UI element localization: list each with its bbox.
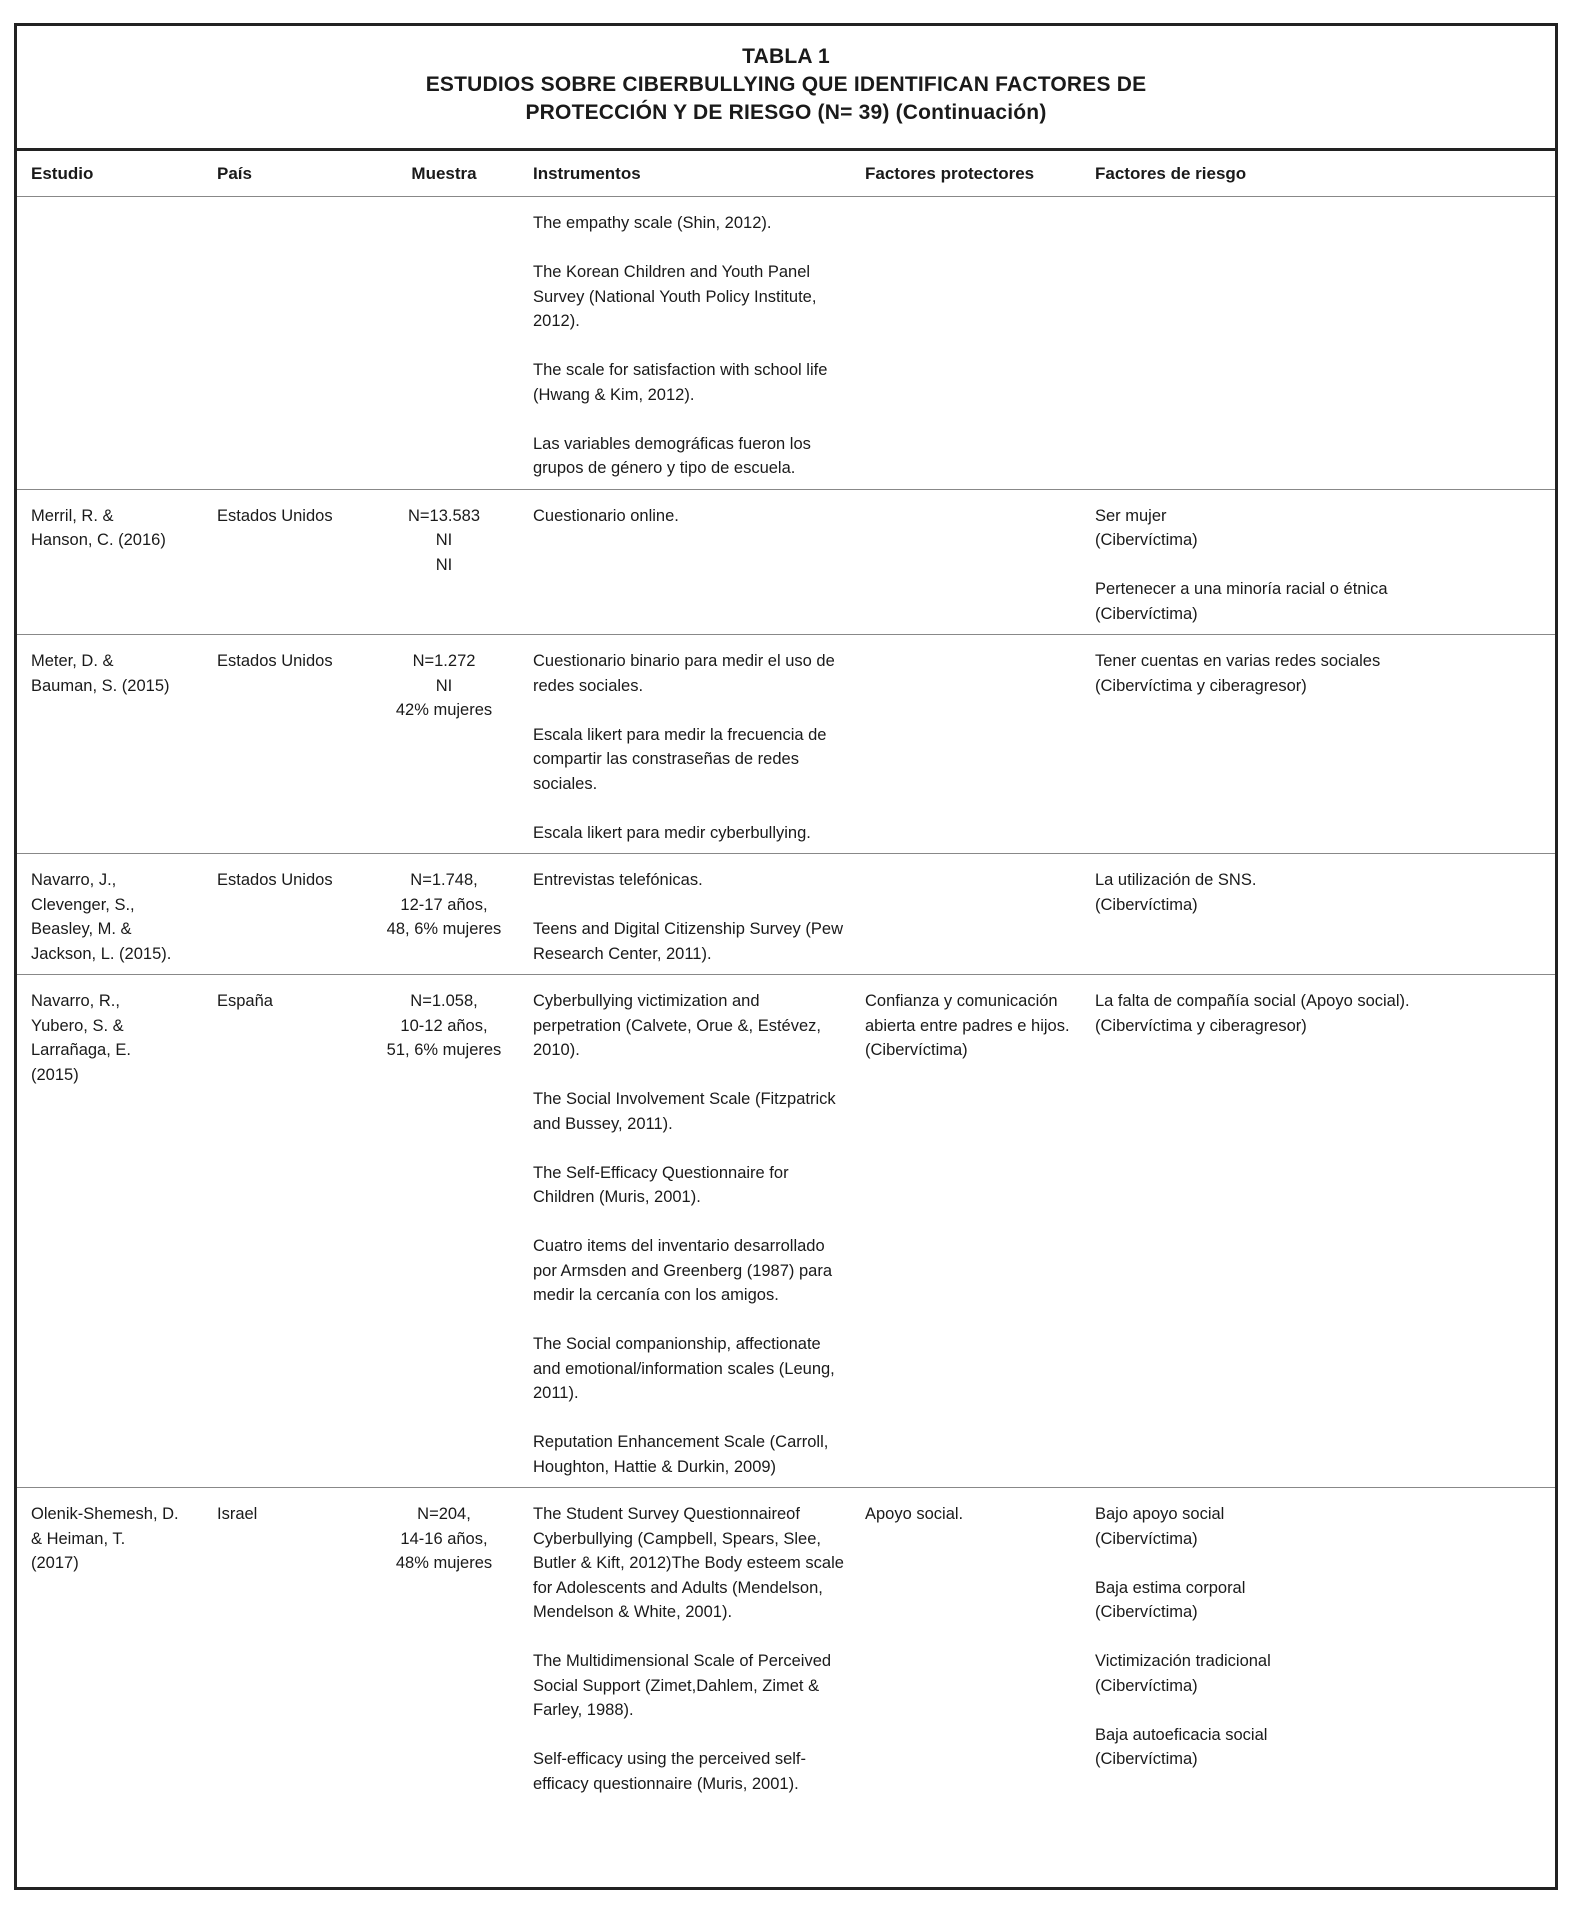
cell-riesgo-paragraph: Victimización tradicional (Cibervíctima) xyxy=(1095,1652,1271,1695)
table-title-block xyxy=(17,26,1555,151)
table-title-line-2 xyxy=(17,99,1555,127)
cell-muestra-line: NI xyxy=(435,555,453,574)
cell-instrumentos-paragraph: Reputation Enhancement Scale (Carroll, Houghton, Hattie & Durkin, 2009) xyxy=(533,1433,829,1476)
cell-estudio-line: Clevenger, S., xyxy=(31,895,135,914)
header-estudio: Estudio xyxy=(17,151,209,197)
cell-instrumentos-paragraph: The Social companionship, affectionate and emotional/information scales (Leung, 2011). xyxy=(533,1335,835,1402)
cell-estudio-line: Meter, D. & xyxy=(31,652,114,670)
cell-estudio-line: Bauman, S. (2015) xyxy=(31,676,170,695)
cell-muestra xyxy=(371,489,517,635)
cell-instrumentos-paragraph: The scale for satisfaction with school life (Hwang & Kim, 2012). xyxy=(533,361,828,404)
cell-muestra-line: NI xyxy=(435,531,453,549)
cell-muestra-line: N=204, xyxy=(417,1505,471,1523)
cell-instrumentos-paragraph: The Korean Children and Youth Panel Survey (National Youth Policy Institute, 2012). xyxy=(533,263,817,330)
cell-muestra-line: 12-17 años, xyxy=(400,895,488,914)
table-row xyxy=(17,854,1555,975)
cell-protectores xyxy=(853,489,1083,635)
header-instrumentos: Instrumentos xyxy=(517,151,853,197)
cell-estudio xyxy=(17,197,209,490)
cell-riesgo xyxy=(1083,489,1555,635)
cell-instrumentos-paragraph: Entrevistas telefónicas. xyxy=(533,871,703,889)
cell-estudio xyxy=(17,854,209,975)
cell-muestra xyxy=(371,197,517,490)
header-pais: País xyxy=(209,151,371,197)
cell-instrumentos-paragraph: Cyberbullying victimization and perpetration (Calvete, Orue &, Estévez, 2010). xyxy=(533,992,821,1059)
cell-estudio-line: Navarro, R., xyxy=(31,992,120,1010)
cell-muestra-line: N=1.748, xyxy=(410,871,478,889)
table-frame xyxy=(14,23,1558,1890)
cell-riesgo xyxy=(1083,635,1555,854)
studies-table xyxy=(17,151,1555,1804)
cell-estudio-line: & Heiman, T. xyxy=(31,1529,126,1548)
cell-instrumentos-paragraph: Self-efficacy using the perceived self-efficacy questionnaire (Muris, 2001). xyxy=(533,1750,806,1793)
cell-muestra-line: NI xyxy=(435,676,453,695)
cell-muestra-line: 51, 6% mujeres xyxy=(386,1041,502,1059)
cell-muestra-line: 48, 6% mujeres xyxy=(386,920,502,938)
cell-instrumentos xyxy=(517,975,853,1488)
cell-muestra-line: N=13.583 xyxy=(407,506,481,525)
cell-estudio xyxy=(17,635,209,854)
cell-instrumentos-paragraph: Cuatro items del inventario desarrollado por Armsden and Greenberg (1987) para medir la cercanía con los amigos. xyxy=(533,1237,833,1304)
cell-riesgo-paragraph: Baja autoeficacia social (Cibervíctima) xyxy=(1095,1725,1268,1768)
header-muestra: Muestra xyxy=(371,151,517,197)
cell-instrumentos xyxy=(517,854,853,975)
cell-pais: España xyxy=(209,975,371,1488)
cell-instrumentos-paragraph: Cuestionario binario para medir el uso de redes sociales. xyxy=(533,652,835,695)
cell-riesgo-paragraph: Bajo apoyo social (Cibervíctima) xyxy=(1095,1505,1225,1548)
cell-muestra-line: 14-16 años, xyxy=(400,1529,488,1548)
cell-riesgo xyxy=(1083,975,1555,1488)
cell-riesgo-paragraph: Pertenecer a una minoría racial o étnica (Cibervíctima) xyxy=(1095,580,1388,623)
cell-muestra xyxy=(371,635,517,854)
cell-instrumentos-paragraph: Escala likert para medir la frecuencia de compartir las constraseñas de redes sociales. xyxy=(533,725,827,793)
cell-pais: Estados Unidos xyxy=(209,489,371,635)
cell-estudio xyxy=(17,489,209,635)
cell-muestra-line: 42% mujeres xyxy=(395,701,493,719)
cell-estudio-line: (2015) xyxy=(31,1065,79,1084)
cell-pais: Israel xyxy=(217,1505,258,1523)
table-row xyxy=(17,489,1555,635)
cell-instrumentos-paragraph: Las variables demográficas fueron los grupos de género y tipo de escuela. xyxy=(533,434,811,477)
cell-instrumentos xyxy=(517,197,853,490)
cell-pais xyxy=(209,197,371,490)
table-row xyxy=(17,975,1555,1488)
cell-riesgo-paragraph: La utilización de SNS. (Cibervíctima) xyxy=(1095,871,1257,914)
cell-estudio-line: Jackson, L. (2015). xyxy=(31,944,172,963)
cell-riesgo xyxy=(1083,854,1555,975)
table-title-main: PROTECCIÓN Y DE RIESGO (N= 39) xyxy=(525,101,890,124)
table-title-line-1: ESTUDIOS SOBRE CIBERBULLYING QUE IDENTIFICAN FACTORES DE xyxy=(425,73,1147,96)
cell-riesgo xyxy=(1083,1488,1555,1805)
table-row xyxy=(17,1488,1555,1805)
cell-instrumentos-paragraph: Teens and Digital Citizenship Survey (Pew Research Center, 2011). xyxy=(533,920,843,963)
cell-instrumentos-paragraph: The Self-Efficacy Questionnaire for Children (Muris, 2001). xyxy=(533,1163,789,1206)
cell-riesgo-paragraph: Baja estima corporal (Cibervíctima) xyxy=(1095,1578,1246,1621)
cell-muestra-line: N=1.058, xyxy=(410,992,478,1010)
header-protectores: Factores protectores xyxy=(853,151,1083,197)
cell-muestra xyxy=(371,1488,517,1805)
cell-instrumentos-paragraph: Escala likert para medir cyberbullying. xyxy=(533,823,811,842)
table-title-continuation: (Continuación) xyxy=(895,101,1047,124)
cell-muestra-line: N=1.272 xyxy=(412,652,476,670)
table-header-row xyxy=(17,151,1555,197)
header-riesgo: Factores de riesgo xyxy=(1083,151,1555,197)
cell-estudio-line: Larrañaga, E. xyxy=(31,1041,131,1059)
cell-protectores xyxy=(853,1488,1083,1805)
table-row xyxy=(17,197,1555,490)
cell-riesgo-paragraph: Tener cuentas en varias redes sociales (Cibervíctima y ciberagresor) xyxy=(1095,652,1381,695)
cell-instrumentos-paragraph: The Student Survey Questionnaireof Cyberbullying (Campbell, Spears, Slee, Butler & Kift, 2012)The Body esteem scale for Adolescents and Adults (Mendelson, Mendelson & White, 2001). xyxy=(533,1505,844,1621)
cell-instrumentos xyxy=(517,635,853,854)
cell-muestra-line: 48% mujeres xyxy=(395,1554,493,1572)
cell-protectores xyxy=(853,975,1083,1488)
cell-estudio-line: Navarro, J., xyxy=(31,871,117,889)
cell-protectores xyxy=(853,635,1083,854)
cell-instrumentos xyxy=(517,1488,853,1805)
cell-estudio-line: (2017) xyxy=(31,1554,79,1572)
cell-pais: Estados Unidos xyxy=(209,635,371,854)
cell-instrumentos-paragraph: The empathy scale (Shin, 2012). xyxy=(533,214,772,232)
cell-pais: Estados Unidos xyxy=(209,854,371,975)
cell-riesgo-paragraph: Ser mujer (Cibervíctima) xyxy=(1095,506,1198,549)
cell-instrumentos xyxy=(517,489,853,635)
cell-instrumentos-paragraph: Cuestionario online. xyxy=(533,506,679,525)
cell-riesgo xyxy=(1083,197,1555,490)
cell-protectores-paragraph: Confianza y comunicación abierta entre padres e hijos. (Cibervíctima) xyxy=(865,992,1070,1059)
table-body xyxy=(17,197,1555,1805)
cell-estudio xyxy=(17,1488,209,1805)
cell-estudio-line: Hanson, C. (2016) xyxy=(31,531,166,549)
cell-protectores xyxy=(853,854,1083,975)
cell-muestra xyxy=(371,975,517,1488)
cell-estudio-line: Beasley, M. & xyxy=(31,920,132,938)
cell-instrumentos-paragraph: The Multidimensional Scale of Perceived Social Support (Zimet,Dahlem, Zimet & Farley, 1988). xyxy=(533,1652,832,1719)
cell-muestra xyxy=(371,854,517,975)
cell-protectores xyxy=(853,197,1083,490)
table-number: TABLA 1 xyxy=(742,45,830,68)
cell-instrumentos-paragraph: The Social Involvement Scale (Fitzpatrick and Bussey, 2011). xyxy=(533,1090,836,1133)
cell-estudio-line: Yubero, S. & xyxy=(31,1016,124,1035)
cell-muestra-line: 10-12 años, xyxy=(400,1016,488,1035)
cell-protectores-paragraph: Apoyo social. xyxy=(865,1505,964,1523)
cell-estudio xyxy=(17,975,209,1488)
table-row xyxy=(17,635,1555,854)
cell-estudio-line: Olenik-Shemesh, D. xyxy=(31,1505,179,1523)
cell-riesgo-paragraph: La falta de compañía social (Apoyo social). (Cibervíctima y ciberagresor) xyxy=(1095,992,1410,1035)
cell-estudio-line: Merril, R. & xyxy=(31,506,114,525)
